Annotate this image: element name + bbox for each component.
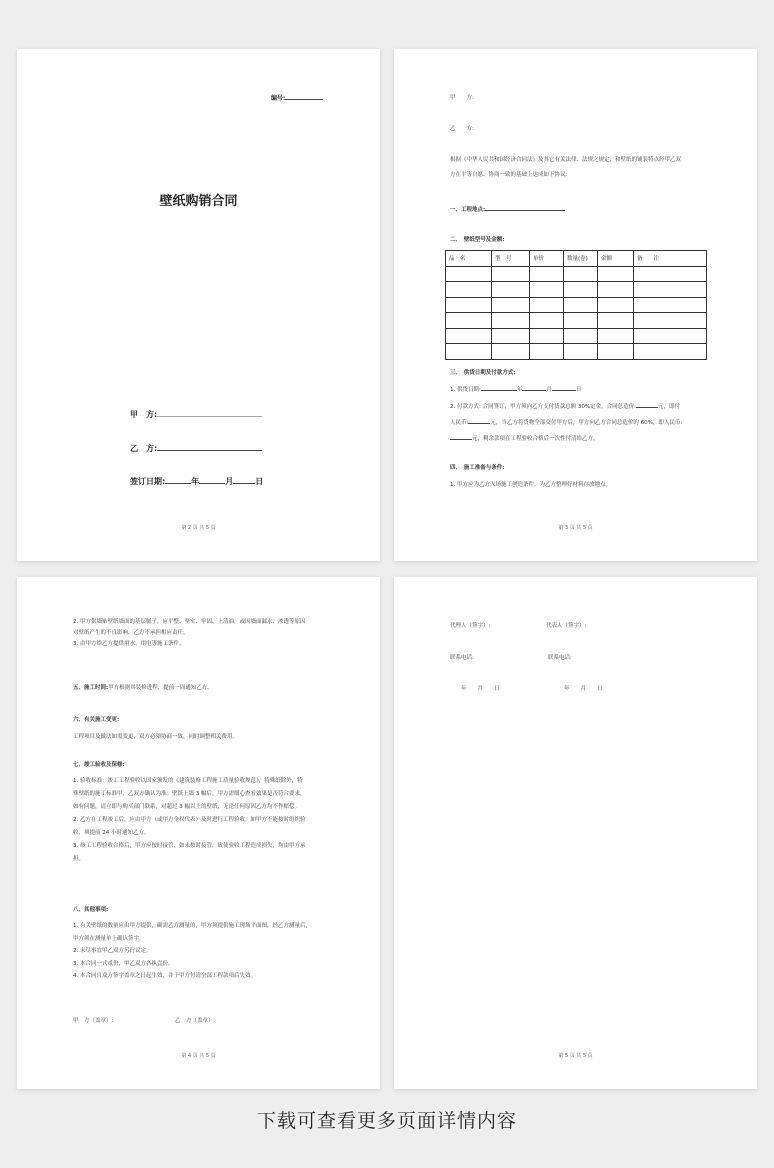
table-row xyxy=(446,266,707,282)
header-cell: 单价 xyxy=(530,251,564,267)
party-b-label: 乙 方: xyxy=(130,444,158,453)
deposit-blank xyxy=(468,417,490,424)
section-1-heading xyxy=(450,204,565,213)
number-blank xyxy=(285,93,323,100)
party-b-seal: 乙 方（盖章）: xyxy=(175,1018,216,1024)
list-item: 对壁纸产生的不良影响，乙方不承担相应责任。 xyxy=(73,630,189,636)
payment-text-3: 元，剩余款项在工程验收合格后一次性付清给乙方。 xyxy=(472,436,599,442)
intro-line-2: 方在平等自愿、协商一致的基础上达成如下协议: xyxy=(450,172,568,178)
section-5 xyxy=(73,683,213,691)
acceptance-list xyxy=(73,775,306,866)
list-item: 2. 甲方供墙贴壁纸墙面的基层腻子，应平整、坚实、牢固、上清油，或因墙面漏水、渗透等原因 xyxy=(73,619,306,625)
year-blank xyxy=(165,477,191,484)
supply-date-label: 1. 供货日期: xyxy=(450,387,481,393)
page-footer: 第 5 页 共 5 页 xyxy=(558,1053,593,1059)
conditions-list xyxy=(73,617,306,650)
list-item: 收，须提前 24 小时通知乙方。 xyxy=(73,830,150,836)
header-cell: 备 注 xyxy=(634,251,707,267)
party-b-blank xyxy=(157,444,262,451)
list-item: 如有问题，请立即与购买部门联系，对超过 3 幅以上的壁纸，无论任何原因乙方均不作赔偿。 xyxy=(73,804,300,810)
site-blank xyxy=(485,204,565,211)
other-matters-list xyxy=(73,920,311,983)
party-a-blank xyxy=(157,410,262,417)
party-a-field xyxy=(130,409,262,420)
sign-date-field xyxy=(130,476,263,487)
supply-date-line xyxy=(450,384,581,393)
day-blank xyxy=(233,477,255,484)
document-title: 壁纸购销合同 xyxy=(159,194,238,209)
table-row xyxy=(446,313,707,329)
contract-signature-page xyxy=(394,577,757,1089)
payment-text-2: 人民币: xyxy=(450,420,469,426)
supply-year-label: 年 xyxy=(516,387,523,393)
agent-signature: 代理人（签字）: xyxy=(450,623,491,629)
section-4-heading: 四、 施工准备与条件: xyxy=(450,465,505,471)
table-row xyxy=(446,297,707,313)
party-b-line: 乙 方: xyxy=(450,126,474,132)
supply-year-blank xyxy=(481,384,517,391)
supply-day-blank xyxy=(552,384,576,391)
supply-month-blank xyxy=(522,384,546,391)
contract-page-3 xyxy=(394,49,757,561)
payment-line-2 xyxy=(450,417,682,426)
list-item: 3. 竣工工程验收合格后，甲方应按时接管，如未按时接管，致使验收工程造成损失，均由甲方承 xyxy=(73,843,306,849)
list-item: 2. 乙方在工程竣工后，应由甲方（或甲方全权代表）及时进行工程验收，如甲方不能按时组织验 xyxy=(73,817,306,823)
party-a-seal: 甲 方（盖章）: xyxy=(73,1018,114,1024)
header-cell: 金额 xyxy=(598,251,634,267)
intro-line-1: 根据《中华人民共和国经济合同法》及其它有关法律、法规之规定，和壁纸的铺装特点经甲乙双 xyxy=(450,157,682,163)
list-item: 3. 本合同一式贰份，甲乙双方各执壹份。 xyxy=(73,960,174,967)
day-label: 日 xyxy=(255,477,264,486)
table-row xyxy=(446,282,707,298)
table-header-row xyxy=(446,251,707,267)
phone-a: 联系电话: xyxy=(450,655,474,661)
header-cell: 数量(卷) xyxy=(564,251,598,267)
section-3-heading: 三、 供货日期及付款方式: xyxy=(450,370,516,376)
table-row xyxy=(446,344,707,360)
section-5-text: 甲方根据其装修进程，提前一周通知乙方。 xyxy=(108,685,213,691)
payment-line-3 xyxy=(450,433,599,442)
download-caption: 下载可查看更多页面详情内容 xyxy=(256,1110,517,1132)
contract-page-4 xyxy=(17,577,380,1089)
list-item: 担。 xyxy=(73,856,85,862)
section-5-heading: 五、施工时间: xyxy=(73,685,109,691)
month-label: 月 xyxy=(225,477,234,486)
table-row xyxy=(446,328,707,344)
list-item: 2. 未尽事宜甲乙双方另行议定。 xyxy=(73,948,152,954)
page-footer: 第 2 页 共 5 页 xyxy=(181,525,216,531)
party-a-label: 甲 方: xyxy=(130,410,158,419)
payment-line-1 xyxy=(450,401,680,410)
supply-month-label: 月 xyxy=(546,387,552,393)
section-7-heading: 七、竣工验收及保修: xyxy=(73,762,125,768)
total-blank xyxy=(636,401,658,408)
list-item: 1. 验收标准：竣工工程验收以国家颁发的《建筑装修工程施工质量验收规范》，特殊纸除外，特 xyxy=(73,778,303,784)
date-a: 年 月 日 xyxy=(461,686,500,692)
sign-date-label: 签订日期: xyxy=(130,477,166,486)
header-cell: 品 名 xyxy=(446,251,492,267)
list-item: 3. 由甲方给乙方提供用水、用电等施工条件。 xyxy=(73,641,185,647)
second-payment-blank xyxy=(450,433,472,440)
section-1-label: 一、工程地点: xyxy=(450,207,486,213)
header-cell: 型 号 xyxy=(492,251,530,267)
section-2-heading: 二、 壁纸型号及金额: xyxy=(450,237,505,243)
preparation-line-1: 1. 甲方应为乙方入场施工创造条件，为乙方整理好材料存放地点。 xyxy=(450,482,611,488)
phone-b: 联系电话: xyxy=(548,655,572,661)
list-item: 1. 有关壁纸的数量应由甲方提供，确需乙方测量的，甲方须提供施工现场平面图，经乙方测量后， xyxy=(73,923,311,929)
month-blank xyxy=(199,477,225,484)
page-footer: 第 4 页 共 5 页 xyxy=(181,1053,216,1059)
goods-table xyxy=(445,250,707,360)
section-6-text: 工程项目及做法如需变更，双方必须协商一致，同时调整相关费用。 xyxy=(73,734,239,740)
number-field xyxy=(271,93,323,102)
section-6-heading: 六、有关施工变更: xyxy=(73,717,120,723)
party-a-line: 甲 方: xyxy=(450,95,474,101)
date-b: 年 月 日 xyxy=(564,686,603,692)
payment-text-2b: 元，当乙方将货物全部交付甲方后，甲方向乙方合同总造价的 60%，即人民币: xyxy=(490,420,683,426)
representative-signature: 代表人（签字）: xyxy=(546,623,587,629)
number-label: 编号: xyxy=(271,95,286,102)
section-8-heading: 八、其他事项: xyxy=(73,907,109,913)
payment-text-1b: 元，即付 xyxy=(657,404,680,410)
contract-cover-page xyxy=(17,49,380,561)
payment-text-1: 2. 付款方式: 合同签订，甲方须向乙方支付货款总额 30%定金，合同总造价: xyxy=(450,404,636,410)
party-b-field xyxy=(130,443,262,454)
list-item: 4. 本合同自双方签字盖章之日起生效，并于甲方付清全部工程款项后失效。 xyxy=(73,973,256,979)
list-item: 甲方须在测量单上确认签字。 xyxy=(73,935,145,942)
year-label: 年 xyxy=(191,477,200,486)
supply-day-label: 日 xyxy=(575,387,582,393)
page-footer: 第 3 页 共 5 页 xyxy=(558,525,593,531)
list-item: 殊壁纸的施工标准甲、乙双方确认为准。壁纸上墙 3 幅后，甲方需细心查看效果是否符合要求， xyxy=(73,791,306,797)
